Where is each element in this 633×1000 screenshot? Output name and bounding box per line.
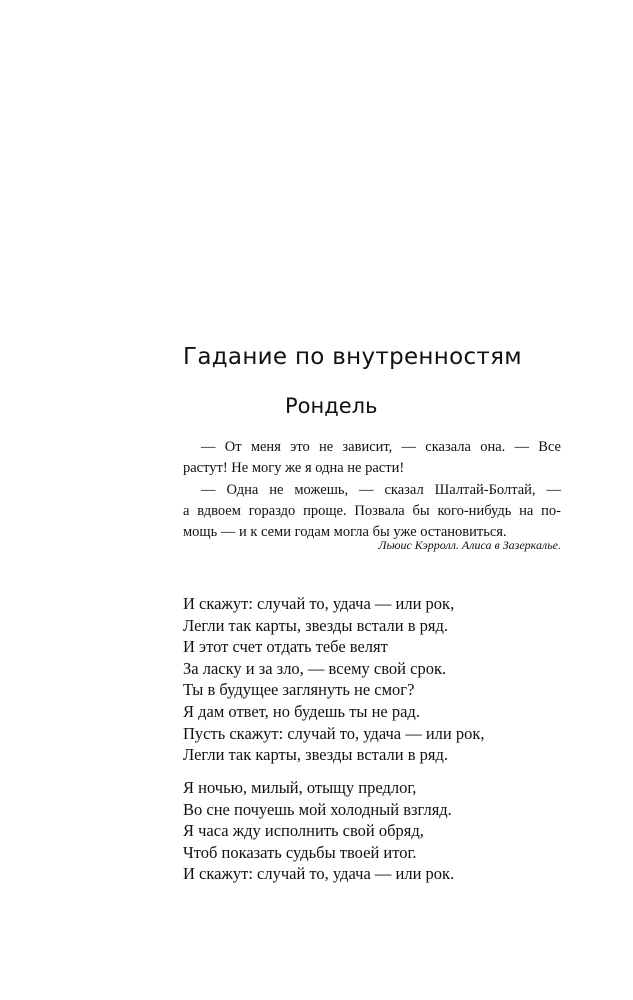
poem-title: Гадание по внутренностям <box>183 344 522 370</box>
verse-line: Легли так карты, звезды встали в ряд. <box>183 745 448 765</box>
epigraph-line: — От меня это не зависит, — сказала она. — Все <box>201 439 561 455</box>
verse-line: И скажут: случай то, удача — или рок, <box>183 594 455 613</box>
verse-line: И скажут: случай то, удача — или рок. <box>183 864 455 884</box>
verse-line: Пусть скажут: случай то, удача — или рок, <box>183 723 485 743</box>
verse-line: Ты в будущее заглянуть не смог? <box>183 680 415 700</box>
stanza <box>183 593 485 766</box>
verse-line: И этот счет отдать тебе велят <box>183 637 388 657</box>
stanza <box>183 777 454 885</box>
verse-line: Во сне почуешь мой холодный взгляд. <box>183 799 452 819</box>
verse-line: Я дам ответ, но будешь ты не рад. <box>183 701 420 721</box>
verse-line: Я ночью, милый, отыщу предлог, <box>183 778 417 797</box>
verse-line: Я часа жду исполнить свой обряд, <box>183 821 424 841</box>
verse-line: За ласку и за зло, — всему свой срок. <box>183 658 447 678</box>
epigraph-attribution: Льюис Кэрролл. Алиса в Зазеркалье. <box>378 538 561 552</box>
poem-subtitle: Рондель <box>285 394 378 418</box>
verse-line: Легли так карты, звезды встали в ряд. <box>183 615 448 635</box>
epigraph <box>183 437 561 543</box>
epigraph-line: а вдвоем гораздо проще. Позвала бы кого-нибудь на по- <box>183 502 561 519</box>
verse-line: Чтоб показать судьбы твоей итог. <box>183 842 417 862</box>
epigraph-line: мощь — и к семи годам могла бы уже остановиться. <box>183 524 507 541</box>
epigraph-line: растут! Не могу же я одна не расти! <box>183 460 405 477</box>
epigraph-line: — Одна не можешь, — сказал Шалтай-Болтай, — <box>201 481 561 498</box>
